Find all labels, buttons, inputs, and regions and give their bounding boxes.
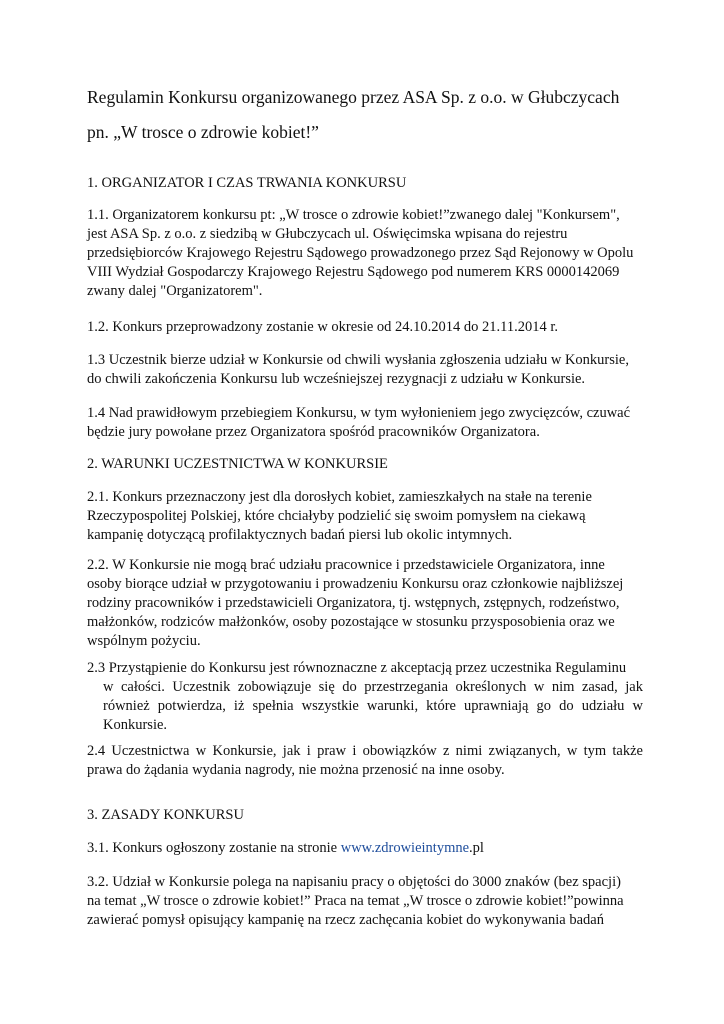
title-line-2: pn. „W trosce o zdrowie kobiet!” [87,122,319,142]
section-2-heading: 2. WARUNKI UCZESTNICTWA W KONKURSIE [87,456,388,472]
paragraph-1-1: 1.1. Organizatorem konkursu pt: „W trosce o zdrowie kobiet!”zwanego dalej "Konkursem", jest ASA Sp. z o.o. z siedzibą w Głubczycach ul. Oświęcimska wpisana do rejestru przedsiębiorców Krajowego Rejestru Sądowego prowadzonego przez Sąd Rejonowy w Opolu VIII Wydział Gospodarczy Krajowego Rejestru Sądowego pod numerem KRS 0000142069 zwany dalej "Organizatorem". [87,207,634,299]
paragraph-3-2: 3.2. Udział w Konkursie polega na napisaniu pracy o objętości do 3000 znaków (bez spacji) na temat „W trosce o zdrowie kobiet!” Praca na temat „W trosce o zdrowie kobiet!”powinna zawierać pomysł opisujący kampanię na rzecz zachęcania kobiet do wykonywania badań [87,874,624,928]
paragraph-1-3: 1.3 Uczestnik bierze udział w Konkursie od chwili wysłania zgłoszenia udziału w Konkursie, do chwili zakończenia Konkursu lub wcześniejszej rezygnacji z udziału w Konkursie. [87,352,629,387]
title-line-1: Regulamin Konkursu organizowanego przez ASA Sp. z o.o. w Głubczycach [87,87,620,107]
section-3-heading: 3. ZASADY KONKURSU [87,807,244,823]
website-link[interactable]: www.zdrowieintymne [340,840,470,856]
paragraph-1-2: 1.2. Konkurs przeprowadzony zostanie w okresie od 24.10.2014 do 21.11.2014 r. [87,319,559,335]
paragraph-3-1: 3.1. Konkurs ogłoszony zostanie na stronie www.zdrowieintymne.pl [87,840,484,856]
paragraph-2-3: 2.3 Przystąpienie do Konkursu jest równoznaczne z akceptacją przez uczestnika Regulaminu w całości. Uczestnik zobowiązuje się do przestrzegania określonych w nim zasad, jak również potwierdza, iż spełnia wszystkie warunki, które uprawniają go do udziału w Konkursie. [87,660,643,733]
paragraph-2-2: 2.2. W Konkursie nie mogą brać udziału pracownice i przedstawiciele Organizatora, inne osoby biorące udział w przygotowaniu i prowadzeniu Konkursu oraz członkowie najbliższej rodziny pracowników i przedstawicieli Organizatora, tj. wstępnych, zstępnych, rodzeństwo, małżonków, rodziców małżonków, osoby pozostające w stosunku przysposobienia oraz we wspólnym pożyciu. [87,557,624,649]
section-1-heading: 1. ORGANIZATOR I CZAS TRWANIA KONKURSU [87,175,407,191]
paragraph-1-4: 1.4 Nad prawidłowym przebiegiem Konkursu, w tym wyłonieniem jego zwycięzców, czuwać będzie jury powołane przez Organizatora spośród pracowników Organizatora. [87,405,631,440]
paragraph-2-4: 2.4 Uczestnictwa w Konkursie, jak i praw i obowiązków z nimi związanych, w tym także prawa do żądania wydania nagrody, nie można przenosić na inne osoby. [87,743,643,778]
document-title [87,86,643,108]
document-subtitle [87,121,643,143]
paragraph-2-1: 2.1. Konkurs przeznaczony jest dla dorosłych kobiet, zamieszkałych na stałe na terenie Rzeczypospolitej Polskiej, które chciałyby podzielić się swoim pomysłem na ciekawą kampanię dotyczącą profilaktycznych badań piersi lub okolic intymnych. [87,489,592,543]
